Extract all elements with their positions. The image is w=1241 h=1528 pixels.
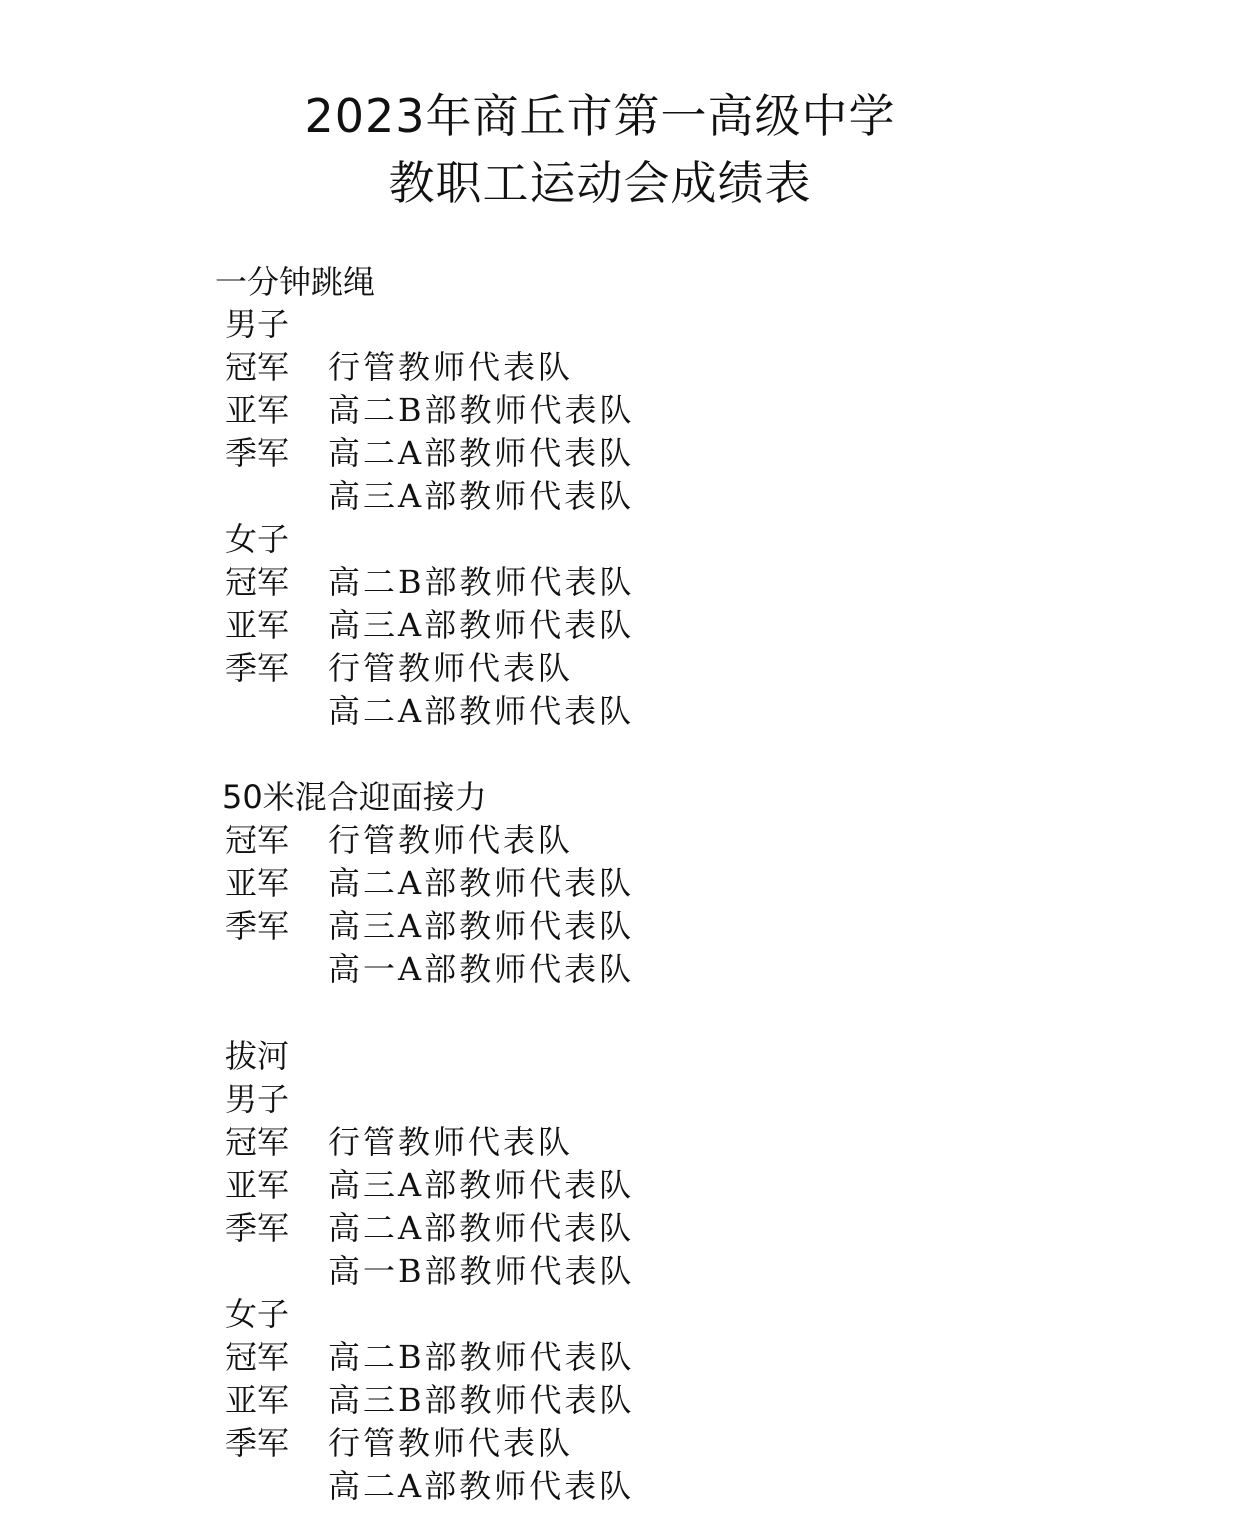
- rope-women-heading: 女子: [225, 520, 290, 558]
- rope-men-first-team: 行管教师代表队: [328, 348, 574, 386]
- section-rope-skipping: 一分钟跳绳: [215, 263, 376, 301]
- tug-women-second-label: 亚军: [225, 1381, 290, 1419]
- rope-women-third-team: 行管教师代表队: [328, 649, 574, 687]
- tug-men-first-team: 行管教师代表队: [328, 1123, 574, 1161]
- rope-men-second-label: 亚军: [225, 391, 290, 429]
- relay-first-label: 冠军: [225, 821, 290, 859]
- document-title: 2023年商丘市第一高级中学: [304, 89, 896, 143]
- rope-women-first-team: 高二B部教师代表队: [328, 563, 635, 601]
- rope-women-first-label: 冠军: [225, 563, 290, 601]
- tug-men-second-team: 高三A部教师代表队: [328, 1166, 635, 1204]
- relay-third-label: 季军: [225, 907, 290, 945]
- relay-third-team-2: 高一A部教师代表队: [328, 950, 635, 988]
- document-subtitle: 教职工运动会成绩表: [388, 156, 812, 210]
- rope-men-third-team-2: 高三A部教师代表队: [328, 477, 635, 515]
- tug-men-third-label: 季军: [225, 1209, 290, 1247]
- tug-men-third-team: 高二A部教师代表队: [328, 1209, 635, 1247]
- section-tug-of-war: 拔河: [225, 1037, 290, 1075]
- tug-men-heading: 男子: [225, 1080, 290, 1118]
- tug-women-second-team: 高三B部教师代表队: [328, 1381, 635, 1419]
- tug-men-first-label: 冠军: [225, 1123, 290, 1161]
- rope-men-first-label: 冠军: [225, 348, 290, 386]
- relay-first-team: 行管教师代表队: [328, 821, 574, 859]
- rope-men-third-team: 高二A部教师代表队: [328, 434, 635, 472]
- tug-women-first-team: 高二B部教师代表队: [328, 1338, 635, 1376]
- rope-women-third-label: 季军: [225, 649, 290, 687]
- tug-women-heading: 女子: [225, 1295, 290, 1333]
- rope-women-second-team: 高三A部教师代表队: [328, 606, 635, 644]
- relay-third-team: 高三A部教师代表队: [328, 907, 635, 945]
- tug-women-third-team: 行管教师代表队: [328, 1424, 574, 1462]
- tug-women-third-label: 季军: [225, 1424, 290, 1462]
- rope-men-heading: 男子: [225, 305, 290, 343]
- rope-men-second-team: 高二B部教师代表队: [328, 391, 635, 429]
- rope-women-third-team-2: 高二A部教师代表队: [328, 692, 635, 730]
- relay-second-team: 高二A部教师代表队: [328, 864, 635, 902]
- rope-women-second-label: 亚军: [225, 606, 290, 644]
- tug-women-third-team-2: 高二A部教师代表队: [328, 1467, 635, 1505]
- tug-men-second-label: 亚军: [225, 1166, 290, 1204]
- relay-second-label: 亚军: [225, 864, 290, 902]
- rope-men-third-label: 季军: [225, 434, 290, 472]
- tug-men-third-team-2: 高一B部教师代表队: [328, 1252, 635, 1290]
- tug-women-first-label: 冠军: [225, 1338, 290, 1376]
- section-relay: 50米混合迎面接力: [222, 778, 487, 816]
